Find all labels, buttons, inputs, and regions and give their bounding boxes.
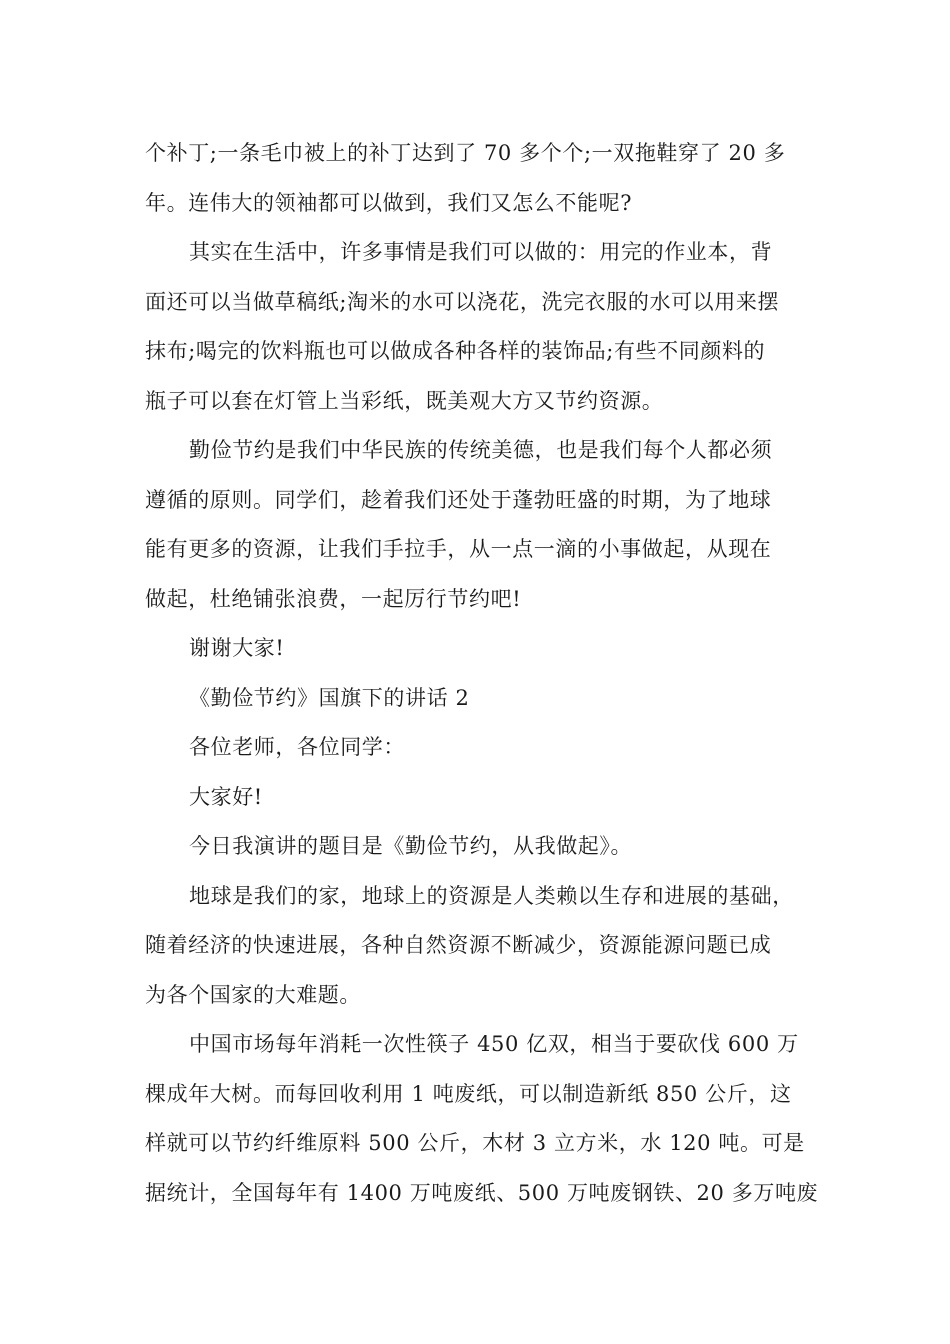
paragraph-line: 能有更多的资源，让我们手拉手，从一点一滴的小事做起，从现在: [145, 537, 772, 561]
paragraph: [145, 872, 825, 1021]
paragraph-line: 遵循的原则。同学们，趁着我们还处于蓬勃旺盛的时期，为了地球: [145, 487, 772, 512]
paragraph-line: 各位老师，各位同学：: [189, 735, 405, 759]
paragraph-line: 《勤俭节约》国旗下的讲话 2: [189, 685, 470, 710]
paragraph: [145, 426, 825, 624]
paragraph-line: 做起，杜绝铺张浪费，一起厉行节约吧!: [145, 586, 522, 611]
paragraph-line: 面还可以当做草稿纸;淘米的水可以浇花，洗完衣服的水可以用来摆: [145, 289, 780, 314]
paragraph: [145, 723, 825, 773]
paragraph-line: 勤俭节约是我们中华民族的传统美德，也是我们每个人都必须: [189, 438, 773, 462]
paragraph: [145, 228, 825, 426]
paragraph-line: 为各个国家的大难题。: [145, 982, 361, 1007]
paragraph-line: 地球是我们的家，地球上的资源是人类赖以生存和进展的基础，: [189, 883, 794, 908]
paragraph-line: 随着经济的快速进展，各种自然资源不断减少，资源能源问题已成: [145, 933, 772, 957]
paragraph-line: 瓶子可以套在灯管上当彩纸，既美观大方又节约资源。: [145, 388, 664, 413]
paragraph: [145, 822, 825, 872]
paragraph: [145, 624, 825, 674]
paragraph-line: 据统计，全国每年有 1400 万吨废纸、500 万吨废钢铁、20 多万吨废: [145, 1180, 819, 1205]
paragraph: [145, 674, 825, 724]
paragraph-line: 样就可以节约纤维原料 500 公斤，木材 3 立方米，水 120 吨。可是: [145, 1131, 805, 1155]
paragraph: [145, 1020, 825, 1218]
paragraph-line: 年。连伟大的领袖都可以做到，我们又怎么不能呢?: [145, 190, 633, 215]
paragraph-line: 棵成年大树。而每回收利用 1 吨废纸，可以制造新纸 850 公斤，这: [145, 1081, 792, 1106]
paragraph-line: 其实在生活中，许多事情是我们可以做的：用完的作业本，背: [189, 240, 773, 264]
paragraph-line: 今日我演讲的题目是《勤俭节约，从我做起》。: [189, 834, 633, 858]
paragraph: [145, 129, 825, 228]
paragraph: [145, 773, 825, 823]
paragraph-line: 中国市场每年消耗一次性筷子 450 亿双，相当于要砍伐 600 万: [189, 1032, 799, 1056]
paragraph-line: 大家好!: [189, 784, 263, 809]
paragraph-line: 个补丁;一条毛巾被上的补丁达到了 70 多个个;一双拖鞋穿了 20 多: [145, 141, 786, 165]
paragraph-line: 谢谢大家!: [189, 636, 285, 660]
document-body: [145, 129, 825, 1218]
paragraph-line: 抹布;喝完的饮料瓶也可以做成各种各样的装饰品;有些不同颜料的: [145, 339, 766, 363]
